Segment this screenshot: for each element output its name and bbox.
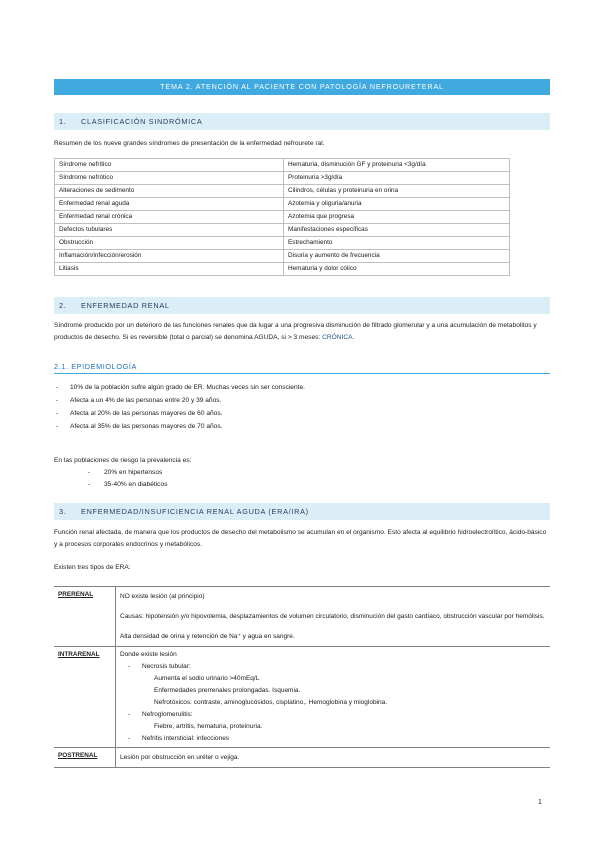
prerenal-line-3: Alta densidad de orina y retención de Na⁺ y agua en sangre.	[120, 633, 295, 640]
nefroglomerulitis-item: - Nefroglomerulitis:	[120, 709, 546, 721]
syndrome-name-cell: Enfermedad renal aguda	[55, 198, 284, 211]
section-3-paragraph: Función renal afectada, de manera que los productos de desecho del metabolismo se acumulan en el organismo. Esto afecta al equilibrio hidroelectrolítico, ácido-básico y a procesos corporales endocrinos y metabólicos.	[54, 529, 547, 548]
list-item: - 10% de la población sufre algún grado de ER. Muchas veces sin ser consciente.	[54, 381, 305, 394]
postrenal-label: POSTRENAL	[54, 748, 116, 768]
syndrome-description-cell: Estrechamiento	[284, 237, 510, 250]
table-row	[55, 159, 510, 172]
syndrome-name-cell: Inflamación/infección/erosión	[55, 250, 284, 263]
section-3-title: ENFERMEDAD/INSUFICIENCIA RENAL AGUDA (ERA/IRA)	[81, 507, 309, 516]
section-2-number: 2.	[59, 301, 67, 310]
table-row	[55, 185, 510, 198]
table-row	[55, 211, 510, 224]
prerenal-content	[116, 587, 551, 647]
necrosis-detail-2: Enfermedades prerrenales prolongadas. Isquemia.	[154, 687, 301, 694]
syndromes-table	[54, 158, 510, 276]
section-1-intro: Resumen de los nueve grandes síndromes de presentación de la enfermedad nefrourete ral.	[54, 140, 325, 147]
necrosis-detail-1: Aumenta el sodio urinario >40mEq/L	[154, 675, 260, 682]
postrenal-content	[116, 748, 551, 768]
section-2-paragraph-chronic: CRÓNICA.	[322, 333, 355, 341]
table-row	[55, 172, 510, 185]
section-3-number: 3.	[59, 507, 67, 516]
section-2-paragraph-text: Síndrome producido por un deterioro de las funciones renales que da lugar a una progresiva disminución de filtrado glomerular y a una acumulación de metabolitos y productos de desecho. Si es reversible (total o parcial) se denomina AGUDA, si > 3 meses:	[54, 322, 537, 341]
syndrome-description-cell: Manifestaciones específicas	[284, 224, 510, 237]
intrarenal-label: INTRARENAL	[54, 647, 116, 748]
table-row	[55, 198, 510, 211]
table-row	[55, 250, 510, 263]
subsection-epidemiology-title: 2.1. EPIDEMIOLOGÍA	[54, 362, 137, 371]
syndrome-description-cell: Cilindros, células y proteinuria en orina	[284, 185, 510, 198]
era-types-intro: Existen tres tipos de ERA:	[54, 564, 131, 571]
list-item: - 35-40% en diabéticos	[86, 479, 167, 491]
prerenal-label: PRERENAL	[54, 587, 116, 647]
prerenal-line-1: NO existe lesión (al principio)	[120, 593, 205, 600]
list-item: - Afecta al 35% de las personas mayores de 70 años.	[54, 420, 305, 433]
table-row	[55, 263, 510, 276]
syndrome-description-cell: Proteinuria >3g/día	[284, 172, 510, 185]
section-1-header	[54, 113, 550, 130]
prerenal-line-2: Causas: hipotensión y/o hipovolemia, desplazamientos de volumen circulatorio, disminución del gasto cardíaco, obstrucción vascular por hemólisis.	[120, 613, 545, 620]
table-row	[55, 224, 510, 237]
syndrome-name-cell: Alteraciones de sedimento	[55, 185, 284, 198]
section-3-header	[54, 503, 550, 520]
risk-list	[86, 467, 167, 491]
syndrome-name-cell: Defectos tubulares	[55, 224, 284, 237]
syndrome-name-cell: Enfermedad renal crónica	[55, 211, 284, 224]
syndrome-description-cell: Disuria y aumento de frecuencia	[284, 250, 510, 263]
nefritis-intersticial-item: - Nefritis intersticial: infecciones	[120, 733, 546, 745]
section-2-title: ENFERMEDAD RENAL	[81, 301, 170, 310]
syndrome-description-cell: Hematuria, disminución GF y proteinuria <3g/día	[284, 159, 510, 172]
page-number: 1	[538, 799, 542, 806]
syndrome-description-cell: Azotemia que progresa	[284, 211, 510, 224]
syndrome-name-cell: Síndrome nefrótico	[55, 172, 284, 185]
nefroglomerulitis-detail: Fiebre, artritis, hematuria, proteinuria.	[154, 723, 263, 730]
section-2-paragraph	[54, 320, 550, 343]
document-title: TEMA 2. ATENCIÓN AL PACIENTE CON PATOLOGÍA NEFROURETERAL	[54, 79, 550, 95]
intrarenal-line-1: Donde existe lesión	[120, 651, 177, 658]
postrenal-line-1: Lesión por obstrucción en uréter o vejiga.	[120, 754, 240, 761]
section-2-header	[54, 297, 550, 314]
list-item: - Afecta al 20% de las personas mayores de 60 años.	[54, 407, 305, 420]
syndrome-description-cell: Azotemia y oliguria/anuria	[284, 198, 510, 211]
section-1-title: CLASIFICACIÓN SINDRÓMICA	[81, 117, 203, 126]
syndrome-name-cell: Obstrucción	[55, 237, 284, 250]
necrosis-detail-3: Nefrotóxicos: contraste, aminoglucósidos, cisplatino,. Hemoglobina y mioglobina.	[154, 699, 388, 706]
syndrome-name-cell: Síndrome nefrítico	[55, 159, 284, 172]
risk-intro: En las poblaciones de riesgo la prevalencia es:	[54, 457, 192, 464]
syndrome-description-cell: Hematuria y dolor cólico	[284, 263, 510, 276]
table-row	[55, 237, 510, 250]
intrarenal-content	[116, 647, 551, 748]
syndrome-name-cell: Litiasis	[55, 263, 284, 276]
era-types-table	[54, 586, 550, 768]
necrosis-tubular-item: - Necrosis tubular:	[120, 661, 546, 673]
subsection-divider	[54, 373, 550, 374]
epidemiology-list	[54, 381, 305, 433]
list-item: - 20% en hipertensos	[86, 467, 167, 479]
list-item: - Afecta a un 4% de las personas entre 20 y 39 años.	[54, 394, 305, 407]
section-1-number: 1.	[59, 117, 67, 126]
